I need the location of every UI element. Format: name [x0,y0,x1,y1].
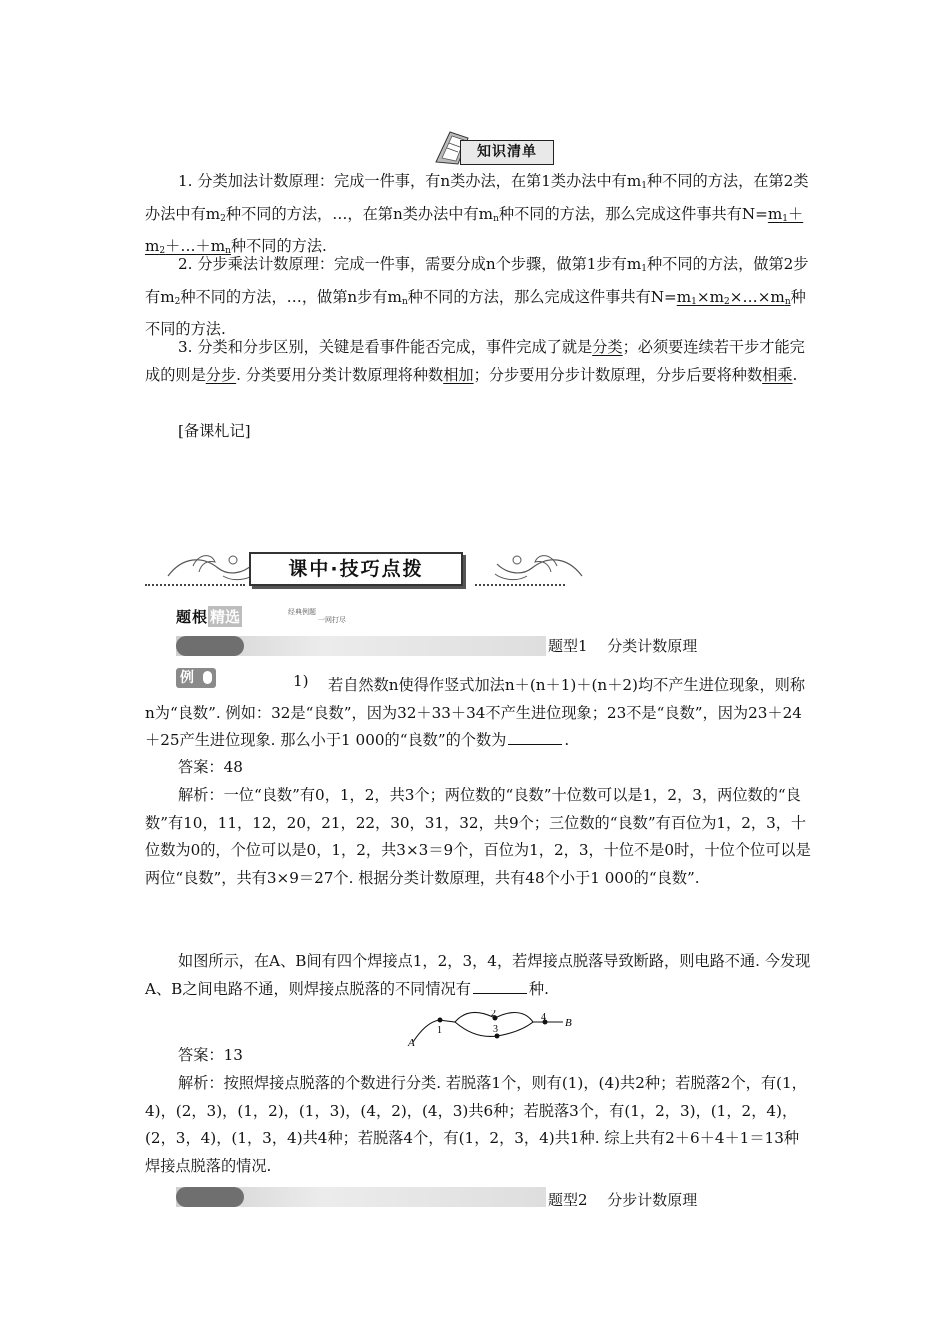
section-banner [145,546,565,594]
node-A-label: A [408,1037,415,1048]
junction-4-label: 4 [541,1012,546,1023]
node-B-label: B [565,1017,572,1029]
right-dotted-line [475,584,565,586]
knowledge-item-1: 1. 分类加法计数原理：完成一件事，有n类办法，在第1类办法中有$m_1$种不同的方法，在第2类办法中有$m_2$种不同的方法，…，在第n类办法中有$m_n$种不同的方法，那么完成这件事共有$N=m_1+m_2+\dots+m_n$种不同的方法. [145,172,809,256]
product-formula: $m_1\times m_2\times\dots\times m_n$ [676,287,791,307]
knowledge-list-title: 知识清单 [460,140,554,165]
tigen-subtitle: 经典例题 一网打尽 [288,608,346,624]
example-answer: 答案：48 [178,758,243,776]
example-question: 若自然数n使得作竖式加法n＋(n＋1)＋(n＋2)均不产生进位现象，则称n为“良数”. 例如：32是“良数”，因为32＋33＋34不产生进位现象；23不是“良数”，因为23＋24＋25产生进位现象. 那么小于1 000的“良数”的个数为 . [145,676,806,749]
type-1-label: 题型1 分类计数原理 [548,637,698,655]
lesson-notes-label: [备课札记] [178,422,251,440]
junction-1-label: 1 [437,1025,442,1036]
junction-2-label: 2 [491,1010,496,1019]
type-2-label: 题型2 分步计数原理 [548,1191,698,1209]
type-2-bar [176,1187,546,1207]
circuit-answer: 答案：13 [178,1046,243,1064]
knowledge-list-header [434,128,554,164]
knowledge-item-3: 3. 分类和分步区别，关键是看事件能否完成，事件完成了就是分类；必须要连续若干步才能完成的则是分步. 分类要用分类计数原理将种数相加；分步要用分步计数原理，分步后要将种数相乘. [145,338,805,384]
type-1-bar [176,636,546,656]
sum-formula: $m_1+m_2+\dots+m_n$ [145,204,804,256]
section-title: 课中·技巧点拨 [249,552,463,586]
right-flourish-icon [477,546,587,586]
circuit-question: 如图所示，在A、B间有四个焊接点1，2，3，4，若焊接点脱落导致断路，则电路不通. 今发现A、B之间电路不通，则焊接点脱落的不同情况有 种. [145,952,811,998]
example-number: 1) [293,672,309,690]
knowledge-item-2: 2. 分步乘法计数原理：完成一件事，需要分成n个步骤，做第1步有$m_1$种不同的方法，做第2步有$m_2$种不同的方法，…，做第n步有$m_n$种不同的方法，那么完成这件事共有$N=m_1\times m_2\times\dots\times m_n$种不同的方法. [145,255,809,338]
left-dotted-line [145,584,245,586]
example-analysis: 解析：一位“良数”有0，1，2，共3个；两位数的“良数”十位数可以是1，2，3，两位数的“良数”有10，11，12，20，21，22，30，31，32，共9个；三位数的“良数”有百位为1，2，3，十位数为0的，个位可以是0，1，2，共3×3＝9个，百位为1，2，3，十位不是0时，十位个位可以是两位“良数”，共有3×9＝27个. 根据分类计数原理，共有48个小于1 000的“良数”. [145,786,811,887]
junction-1 [438,1018,443,1023]
circuit-analysis: 解析：按照焊接点脱落的个数进行分类. 若脱落1个，则有(1)，(4)共2种；若脱落2个，有(1，4)，(2，3)，(1，2)，(1，3)，(4，2)，(4，3)共6种；若脱落3个，有(1，2，3)，(1，2，4)，(2，3，4)，(1，3，4)共4种；若脱落4个，有(1，2，3，4)共1种. 综上共有2＋6＋4＋1＝13种焊接点脱落的情况. [145,1074,807,1175]
junction-3-label: 3 [493,1024,498,1035]
tigen-header: 题根 精选 经典例题 一网打尽 [176,606,242,628]
example-badge: 例 [176,668,216,688]
